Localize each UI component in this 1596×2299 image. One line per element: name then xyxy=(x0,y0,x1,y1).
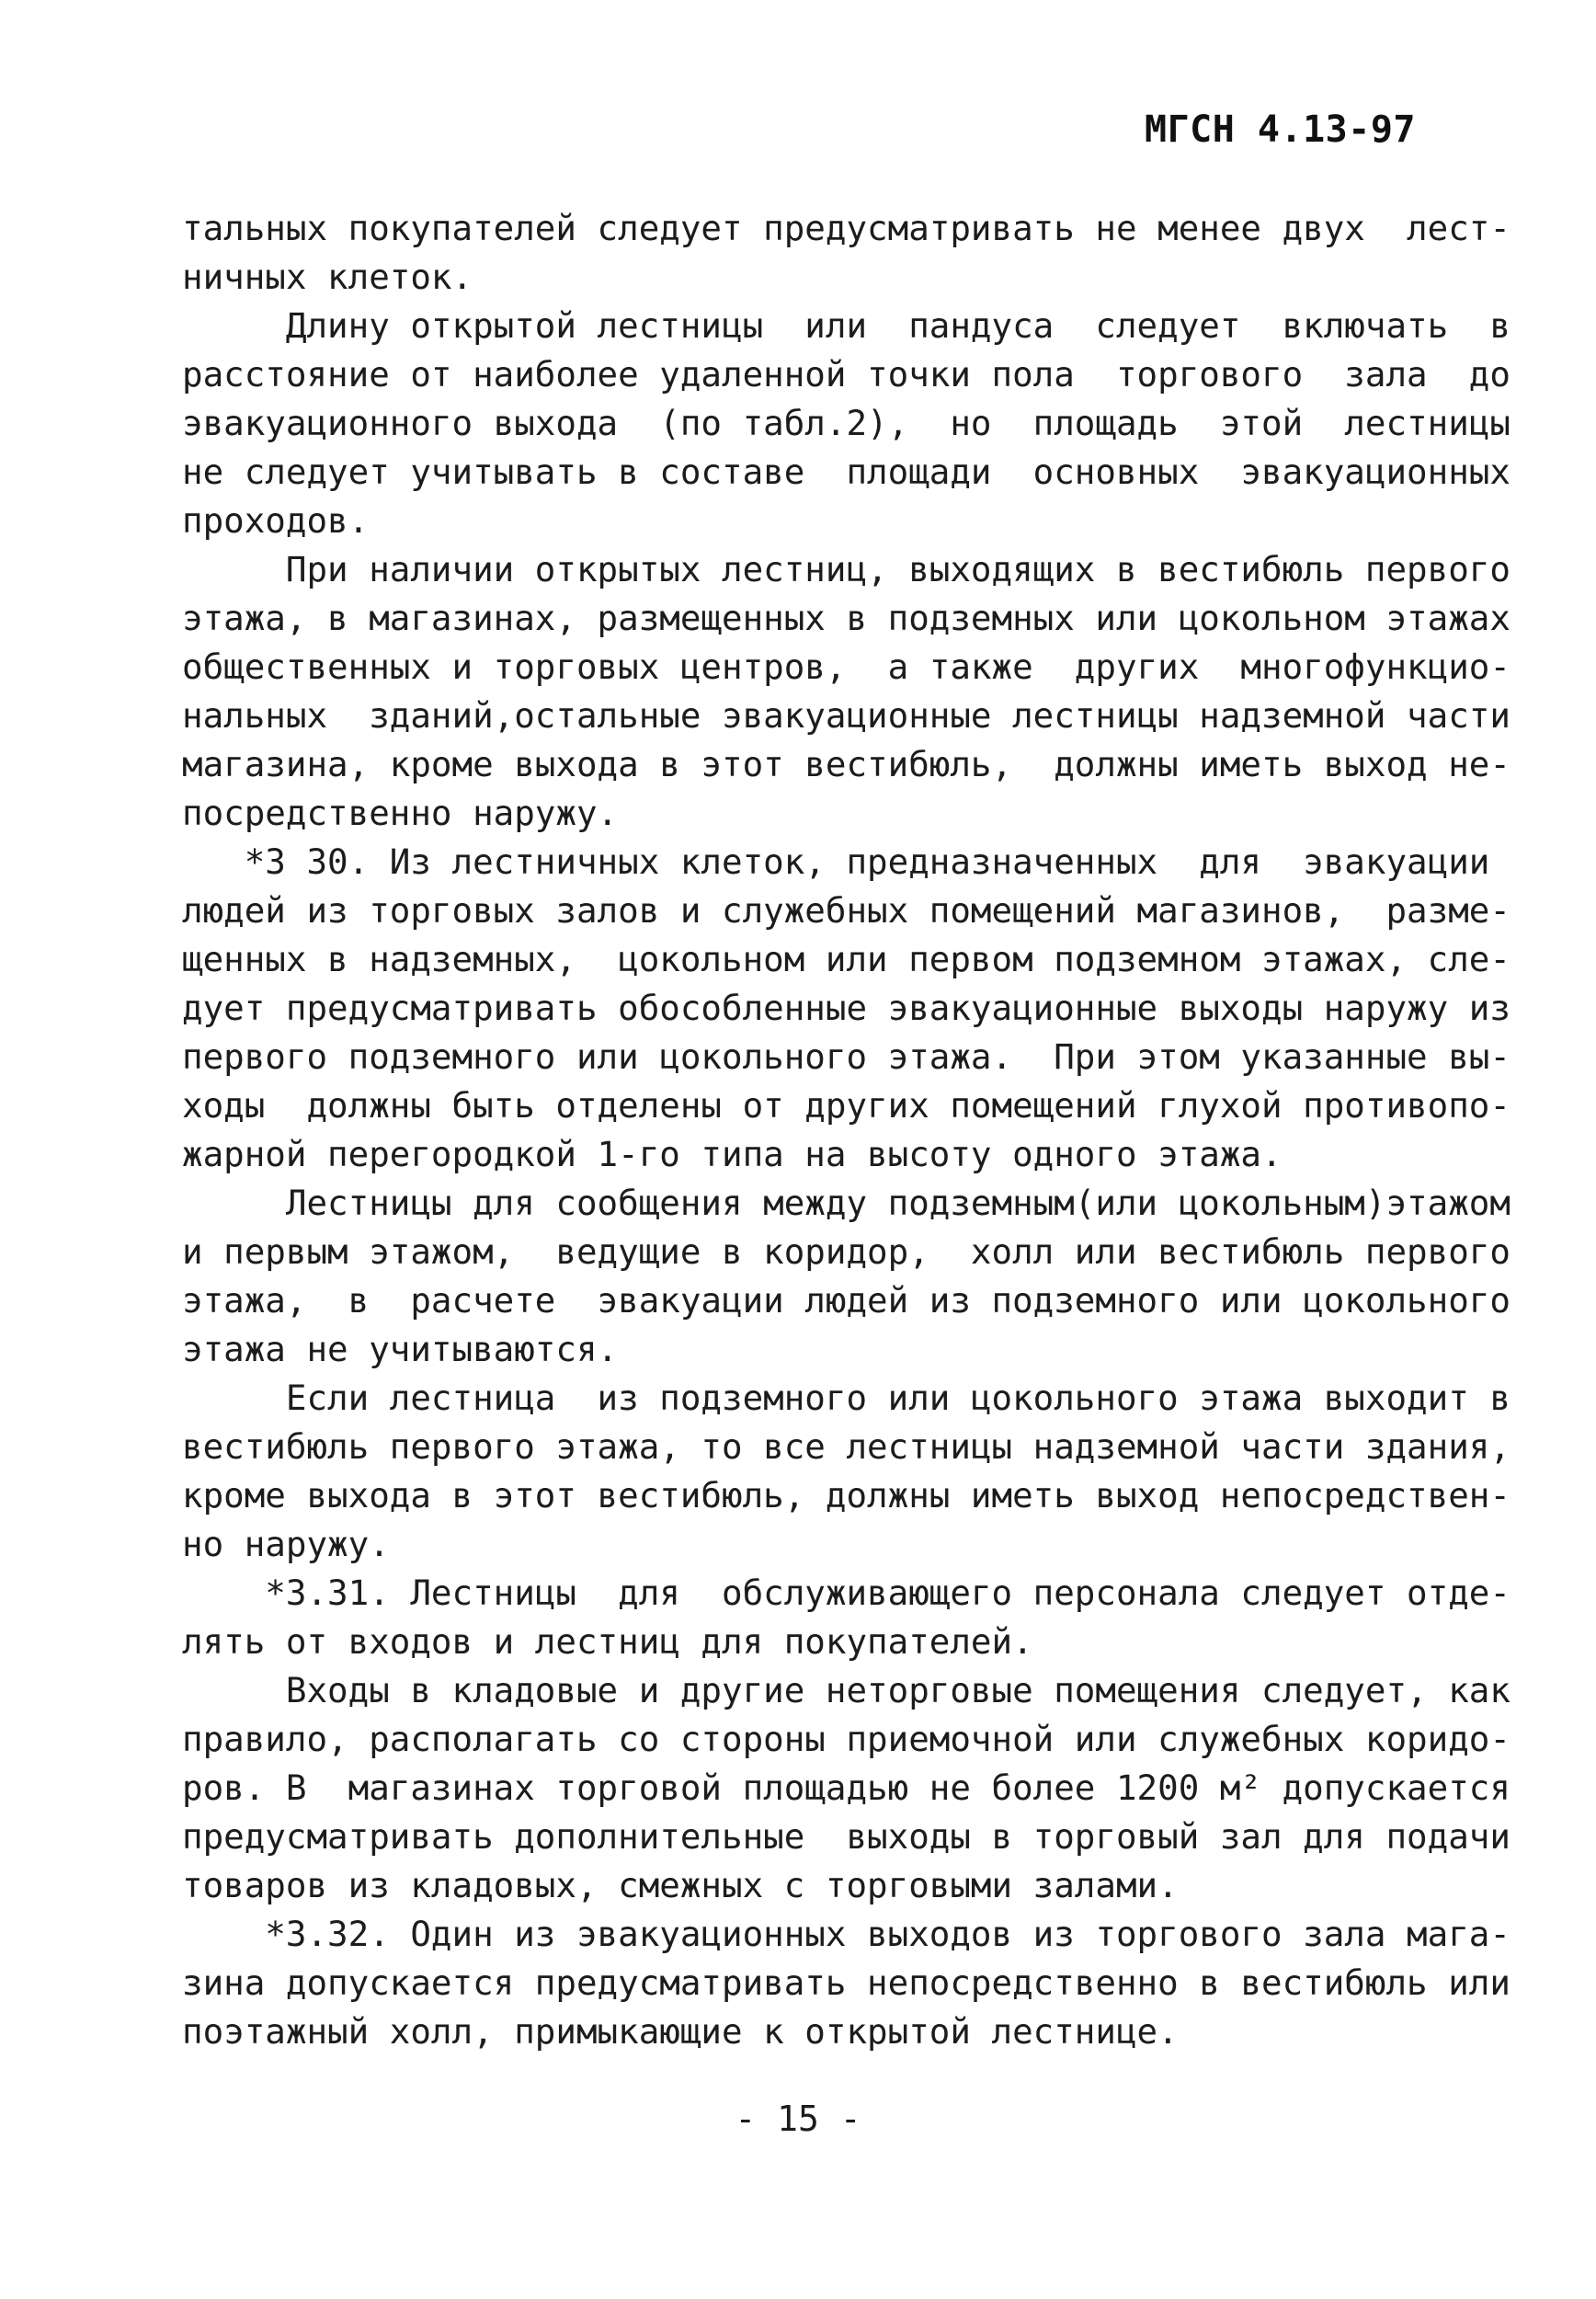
page-number: - 15 - xyxy=(735,2099,861,2139)
text-line: этажа, в расчете эвакуации людей из подземного или цокольного xyxy=(182,1280,1510,1321)
text-line: и первым этажом, ведущие в коридор, холл или вестибюль первого xyxy=(182,1231,1510,1272)
document-code: МГСН 4.13-97 xyxy=(1145,109,1416,151)
text-line: Длину открытой лестницы или пандуса следует включать в xyxy=(182,305,1510,346)
text-line: товаров из кладовых, смежных с торговыми залами. xyxy=(182,1865,1179,1905)
text-line: щенных в надземных, цокольном или первом подземном этажах, сле- xyxy=(182,939,1510,979)
text-line: людей из торговых залов и служебных помещений магазинов, разме- xyxy=(182,890,1510,931)
text-line: *3.32. Один из эвакуационных выходов из торгового зала мага- xyxy=(182,1914,1510,1954)
body-text xyxy=(182,204,1510,2056)
text-line: общественных и торговых центров, а также других многофункцио- xyxy=(182,646,1510,687)
text-line: Входы в кладовые и другие неторговые помещения следует, как xyxy=(182,1670,1510,1710)
text-line: Лестницы для сообщения между подземным(или цокольным)этажом xyxy=(182,1183,1510,1223)
text-line: дует предусматривать обособленные эвакуационные выходы наружу из xyxy=(182,988,1510,1028)
text-line: правило, располагать со стороны приемочной или служебных коридо- xyxy=(182,1719,1510,1759)
text-line: расстояние от наиболее удаленной точки пола торгового зала до xyxy=(182,354,1510,395)
text-line: вестибюль первого этажа, то все лестницы надземной части здания, xyxy=(182,1426,1510,1467)
text-line: Если лестница из подземного или цокольного этажа выходит в xyxy=(182,1378,1510,1418)
text-line: проходов. xyxy=(182,500,370,541)
text-line: поэтажный холл, примыкающие к открытой лестнице. xyxy=(182,2011,1179,2052)
text-line: эвакуационного выхода (по табл.2), но площадь этой лестницы xyxy=(182,403,1510,443)
text-line: При наличии открытых лестниц, выходящих в вестибюль первого xyxy=(182,549,1510,589)
text-line: первого подземного или цокольного этажа. При этом указанные вы- xyxy=(182,1036,1510,1077)
text-line: лять от входов и лестниц для покупателей. xyxy=(182,1621,1033,1662)
text-line: ничных клеток. xyxy=(182,257,473,297)
text-line: тальных покупателей следует предусматривать не менее двух лест- xyxy=(182,208,1510,248)
text-line: но наружу. xyxy=(182,1524,390,1564)
text-line: посредственно наружу. xyxy=(182,793,619,833)
text-line: кроме выхода в этот вестибюль, должны иметь выход непосредствен- xyxy=(182,1475,1510,1516)
text-line: ров. В магазинах торговой площадью не более 1200 м² допускается xyxy=(182,1767,1510,1808)
text-line: *3 30. Из лестничных клеток, предназначенных для эвакуации xyxy=(182,841,1490,882)
text-line: жарной перегородкой 1-го типа на высоту одного этажа. xyxy=(182,1134,1282,1174)
text-line: магазина, кроме выхода в этот вестибюль, должны иметь выход не- xyxy=(182,744,1510,784)
text-line: зина допускается предусматривать непосредственно в вестибюль или xyxy=(182,1962,1510,2003)
text-line: ходы должны быть отделены от других помещений глухой противопо- xyxy=(182,1085,1510,1126)
text-line: не следует учитывать в составе площади основных эвакуационных xyxy=(182,452,1510,492)
text-line: *3.31. Лестницы для обслуживающего персонала следует отде- xyxy=(182,1573,1510,1613)
text-line: предусматривать дополнительные выходы в торговый зал для подачи xyxy=(182,1816,1510,1857)
text-line: этажа, в магазинах, размещенных в подземных или цокольном этажах xyxy=(182,598,1510,638)
text-line: этажа не учитываются. xyxy=(182,1329,619,1369)
text-line: нальных зданий,остальные эвакуационные лестницы надземной части xyxy=(182,695,1510,736)
